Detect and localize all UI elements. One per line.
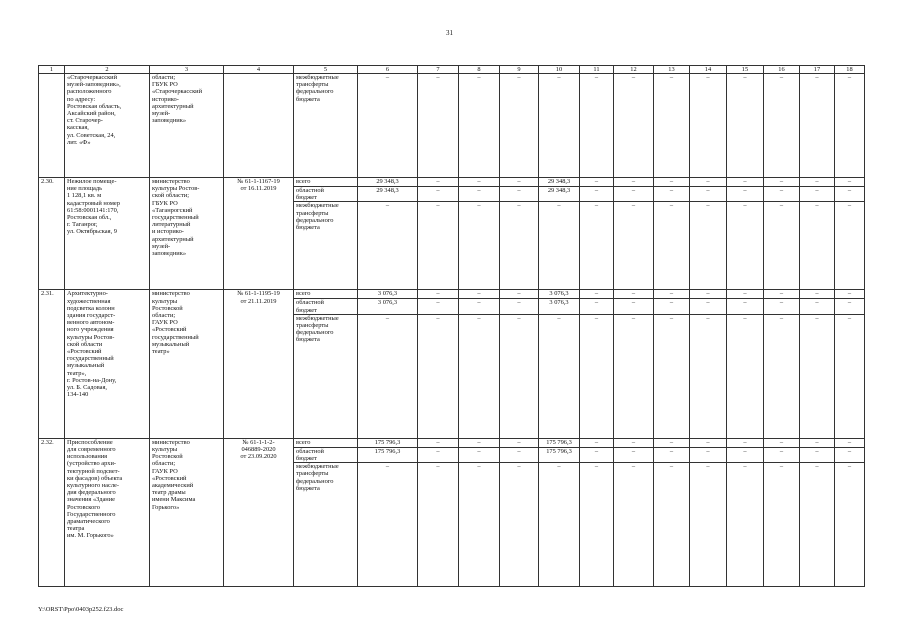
dash-cell: – [800, 74, 835, 178]
amount-year: 29 348,3 [539, 187, 580, 202]
amount-year: 29 348,3 [539, 178, 580, 187]
dash-cell: – [727, 187, 764, 202]
dash-cell: – [654, 438, 690, 447]
dash-cell: – [800, 178, 835, 187]
dash-cell: – [500, 438, 539, 447]
object-description: Нежилое помеще- ние площадь 1 128,1 кв. м кадастровый номер 61:58:0001141:170, Ростовская обл., г. Таганрог, ул. Октябрьская, 9 [65, 178, 150, 290]
dash-cell: – [500, 463, 539, 587]
dash-cell: – [654, 299, 690, 314]
funding-source: всего [294, 290, 358, 299]
dash-cell: – [500, 447, 539, 462]
column-header: 3 [150, 66, 224, 74]
object-description: Архитектурно- художественная подсветка колонн здания государст- венного автоном- ного учреждения культуры Ростов- ской области «Ростовский государственный музыкальный театр», г. Ростов-на-Дону, ул. Б. Садовая, 134-140 [65, 290, 150, 438]
row-number [39, 74, 65, 178]
dash-cell: – [580, 299, 614, 314]
dash-cell: – [580, 438, 614, 447]
dash-cell: – [690, 187, 727, 202]
dash-cell: – [690, 74, 727, 178]
dash-cell: – [614, 290, 654, 299]
dash-cell: – [418, 299, 459, 314]
funding-table [38, 65, 865, 587]
row-number: 2.30. [39, 178, 65, 290]
dash-cell: – [459, 299, 500, 314]
amount-total: 3 076,3 [358, 290, 418, 299]
column-header: 11 [580, 66, 614, 74]
dash-cell: – [418, 290, 459, 299]
dash-cell: – [500, 290, 539, 299]
dash-cell: – [835, 314, 865, 438]
executor: министерство культуры Ростов- ской области; ГБУК РО «Таганрогский государственный литературный и историко- архитектурный музей- заповедник» [150, 178, 224, 290]
dash-cell: – [580, 463, 614, 587]
dash-cell: – [614, 447, 654, 462]
dash-cell: – [418, 187, 459, 202]
dash-cell: – [654, 74, 690, 178]
column-header: 2 [65, 66, 150, 74]
dash-cell: – [835, 178, 865, 187]
amount-total: 175 796,3 [358, 438, 418, 447]
document-reference: № 61-1-1-2- 046889-2020 от 23.09.2020 [224, 438, 294, 586]
dash-cell: – [654, 447, 690, 462]
funding-source: всего [294, 438, 358, 447]
dash-cell: – [459, 438, 500, 447]
column-header: 15 [727, 66, 764, 74]
column-header: 12 [614, 66, 654, 74]
dash-cell: – [800, 299, 835, 314]
amount-total: – [358, 314, 418, 438]
dash-cell: – [800, 202, 835, 290]
amount-year: 175 796,3 [539, 447, 580, 462]
dash-cell: – [690, 463, 727, 587]
dash-cell: – [690, 299, 727, 314]
file-path-footer: Y:\ORST\Ppo\0403p252.f23.doc [38, 606, 124, 613]
page-number: 31 [446, 29, 453, 37]
dash-cell: – [727, 290, 764, 299]
funding-source: областной бюджет [294, 447, 358, 462]
dash-cell: – [690, 202, 727, 290]
table-row [39, 74, 865, 178]
table-row [39, 178, 865, 187]
funding-source: областной бюджет [294, 299, 358, 314]
dash-cell: – [614, 202, 654, 290]
dash-cell: – [727, 447, 764, 462]
dash-cell: – [764, 187, 800, 202]
column-header: 5 [294, 66, 358, 74]
dash-cell: – [727, 314, 764, 438]
dash-cell: – [800, 438, 835, 447]
column-header-row [39, 66, 865, 74]
amount-total: 3 076,3 [358, 299, 418, 314]
row-number: 2.32. [39, 438, 65, 586]
dash-cell: – [614, 314, 654, 438]
dash-cell: – [835, 447, 865, 462]
column-header: 18 [835, 66, 865, 74]
amount-year: – [539, 202, 580, 290]
dash-cell: – [418, 202, 459, 290]
document-reference: № 61-1-1167-19 от 16.11.2019 [224, 178, 294, 290]
dash-cell: – [580, 74, 614, 178]
dash-cell: – [459, 447, 500, 462]
dash-cell: – [690, 178, 727, 187]
funding-source: областной бюджет [294, 187, 358, 202]
dash-cell: – [580, 314, 614, 438]
dash-cell: – [614, 187, 654, 202]
dash-cell: – [654, 314, 690, 438]
column-header: 4 [224, 66, 294, 74]
dash-cell: – [835, 187, 865, 202]
amount-total: – [358, 74, 418, 178]
dash-cell: – [614, 438, 654, 447]
column-header: 16 [764, 66, 800, 74]
dash-cell: – [800, 314, 835, 438]
executor: министерство культуры Ростовской области; ГАУК РО «Ростовский академический театр драмы имени Максима Горького» [150, 438, 224, 586]
amount-total: – [358, 463, 418, 587]
document-reference [224, 74, 294, 178]
dash-cell: – [580, 178, 614, 187]
dash-cell: – [614, 299, 654, 314]
document-reference: № 61-1-1195-19 от 21.11.2019 [224, 290, 294, 438]
dash-cell: – [580, 187, 614, 202]
column-header: 10 [539, 66, 580, 74]
dash-cell: – [727, 74, 764, 178]
dash-cell: – [500, 74, 539, 178]
dash-cell: – [580, 202, 614, 290]
amount-year: – [539, 74, 580, 178]
dash-cell: – [764, 438, 800, 447]
dash-cell: – [764, 299, 800, 314]
dash-cell: – [614, 74, 654, 178]
dash-cell: – [418, 314, 459, 438]
dash-cell: – [800, 447, 835, 462]
dash-cell: – [800, 187, 835, 202]
funding-source: всего [294, 178, 358, 187]
column-header: 13 [654, 66, 690, 74]
dash-cell: – [500, 299, 539, 314]
dash-cell: – [654, 202, 690, 290]
executor: министерство культуры Ростовской области; ГАУК РО «Ростовский государственный музыкальный театр» [150, 290, 224, 438]
dash-cell: – [459, 202, 500, 290]
amount-year: – [539, 314, 580, 438]
amount-year: – [539, 463, 580, 587]
dash-cell: – [800, 290, 835, 299]
dash-cell: – [835, 202, 865, 290]
row-number: 2.31. [39, 290, 65, 438]
amount-total: – [358, 202, 418, 290]
dash-cell: – [459, 74, 500, 178]
dash-cell: – [654, 290, 690, 299]
object-description: Приспособление для современного использования (устройство архи- тектурной подсвет- ки фасадов) объекта культурного насле- дия федерального значения «Здание Ростовского Государственного драматического театра им. М. Горького» [65, 438, 150, 586]
dash-cell: – [654, 178, 690, 187]
dash-cell: – [654, 463, 690, 587]
dash-cell: – [690, 447, 727, 462]
dash-cell: – [500, 202, 539, 290]
dash-cell: – [835, 438, 865, 447]
amount-year: 3 076,3 [539, 290, 580, 299]
dash-cell: – [500, 314, 539, 438]
dash-cell: – [459, 178, 500, 187]
amount-total: 29 348,3 [358, 178, 418, 187]
dash-cell: – [418, 178, 459, 187]
dash-cell: – [764, 178, 800, 187]
dash-cell: – [727, 299, 764, 314]
dash-cell: – [459, 314, 500, 438]
dash-cell: – [764, 290, 800, 299]
dash-cell: – [459, 290, 500, 299]
table-row [39, 290, 865, 299]
executor: области; ГБУК РО «Старочеркасский историко- архитектурный музей- заповедник» [150, 74, 224, 178]
dash-cell: – [727, 438, 764, 447]
dash-cell: – [835, 299, 865, 314]
dash-cell: – [500, 178, 539, 187]
amount-total: 29 348,3 [358, 187, 418, 202]
amount-year: 175 796,3 [539, 438, 580, 447]
dash-cell: – [690, 314, 727, 438]
dash-cell: – [500, 187, 539, 202]
dash-cell: – [727, 463, 764, 587]
dash-cell: – [764, 74, 800, 178]
dash-cell: – [418, 447, 459, 462]
dash-cell: – [835, 463, 865, 587]
dash-cell: – [764, 447, 800, 462]
funding-source: межбюджетные трансферты федерального бюджета [294, 463, 358, 587]
dash-cell: – [764, 463, 800, 587]
dash-cell: – [580, 290, 614, 299]
column-header: 9 [500, 66, 539, 74]
column-header: 1 [39, 66, 65, 74]
amount-total: 175 796,3 [358, 447, 418, 462]
dash-cell: – [654, 187, 690, 202]
dash-cell: – [800, 463, 835, 587]
dash-cell: – [690, 438, 727, 447]
funding-source: межбюджетные трансферты федерального бюджета [294, 74, 358, 178]
dash-cell: – [614, 463, 654, 587]
dash-cell: – [459, 187, 500, 202]
dash-cell: – [614, 178, 654, 187]
dash-cell: – [418, 74, 459, 178]
dash-cell: – [727, 202, 764, 290]
dash-cell: – [835, 290, 865, 299]
column-header: 17 [800, 66, 835, 74]
amount-year: 3 076,3 [539, 299, 580, 314]
column-header: 6 [358, 66, 418, 74]
column-header: 7 [418, 66, 459, 74]
dash-cell: – [580, 447, 614, 462]
dash-cell: – [690, 290, 727, 299]
dash-cell: – [764, 202, 800, 290]
dash-cell: – [835, 74, 865, 178]
table-row [39, 438, 865, 447]
funding-source: межбюджетные трансферты федерального бюджета [294, 202, 358, 290]
object-description: «Старочеркасский музей-заповедник», расположенного по адресу: Ростовская область, Аксайский район, ст. Старочер- касская, ул. Советская, 24, лит. «Ф» [65, 74, 150, 178]
funding-source: межбюджетные трансферты федерального бюджета [294, 314, 358, 438]
dash-cell: – [459, 463, 500, 587]
dash-cell: – [418, 463, 459, 587]
column-header: 8 [459, 66, 500, 74]
column-header: 14 [690, 66, 727, 74]
dash-cell: – [418, 438, 459, 447]
dash-cell: – [764, 314, 800, 438]
dash-cell: – [727, 178, 764, 187]
